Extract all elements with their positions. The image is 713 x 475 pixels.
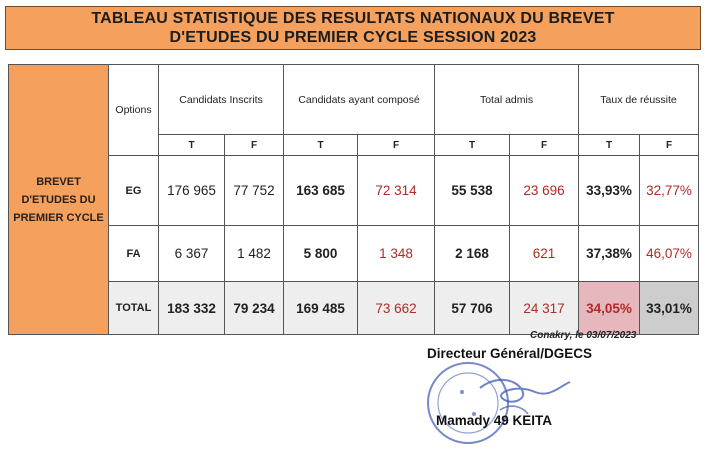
cell-inscrits-t: 6 367 <box>159 226 225 282</box>
cell-admis-t: 2 168 <box>435 226 510 282</box>
official-stamp <box>410 348 580 448</box>
cell-composes-f: 72 314 <box>358 156 435 226</box>
subheader-f: F <box>358 135 435 156</box>
header-composes: Candidats ayant composé <box>284 65 435 135</box>
cell-inscrits-t: 176 965 <box>159 156 225 226</box>
cell-composes-t: 169 485 <box>284 282 358 335</box>
cell-composes-t: 5 800 <box>284 226 358 282</box>
title-line-2: D'ETUDES DU PREMIER CYCLE SESSION 2023 <box>169 29 537 46</box>
cell-taux-f: 32,77% <box>640 156 699 226</box>
cell-inscrits-t: 183 332 <box>159 282 225 335</box>
cell-taux-t: 34,05% <box>579 282 640 335</box>
signatory-name: Mamady 49 KEITA <box>436 413 553 428</box>
subheader-f: F <box>510 135 579 156</box>
signatory-title: Directeur Général/DGECS <box>427 346 593 361</box>
subheader-t: T <box>284 135 358 156</box>
subheader-f: F <box>640 135 699 156</box>
option-fa: FA <box>109 226 159 282</box>
cell-taux-f: 46,07% <box>640 226 699 282</box>
subheader-t: T <box>159 135 225 156</box>
cell-composes-t: 163 685 <box>284 156 358 226</box>
cell-taux-t: 33,93% <box>579 156 640 226</box>
subheader-t: T <box>435 135 510 156</box>
cell-taux-f: 33,01% <box>640 282 699 335</box>
cell-admis-t: 57 706 <box>435 282 510 335</box>
cell-inscrits-f: 77 752 <box>225 156 284 226</box>
subheader-f: F <box>225 135 284 156</box>
title-line-1: TABLEAU STATISTIQUE DES RESULTATS NATIONAUX DU BREVET <box>91 10 615 27</box>
cell-admis-f: 24 317 <box>510 282 579 335</box>
place-date: Conakry, le 03/07/2023 <box>530 330 637 341</box>
cell-inscrits-f: 1 482 <box>225 226 284 282</box>
table-row-eg <box>9 156 699 226</box>
cell-admis-f: 621 <box>510 226 579 282</box>
header-inscrits: Candidats Inscrits <box>159 65 284 135</box>
option-total: TOTAL <box>109 282 159 335</box>
option-eg: EG <box>109 156 159 226</box>
header-taux: Taux de réussite <box>579 65 699 135</box>
subheader-t: T <box>579 135 640 156</box>
cell-inscrits-f: 79 234 <box>225 282 284 335</box>
results-table <box>8 64 699 335</box>
cell-admis-f: 23 696 <box>510 156 579 226</box>
options-header: Options <box>109 65 159 156</box>
title-banner <box>5 6 701 50</box>
cell-taux-t: 37,38% <box>579 226 640 282</box>
cell-composes-f: 1 348 <box>358 226 435 282</box>
exam-label: BREVET D'ETUDES DU PREMIER CYCLE <box>9 65 109 335</box>
table-row-fa <box>9 226 699 282</box>
header-admis: Total admis <box>435 65 579 135</box>
table-row-total <box>9 282 699 335</box>
cell-composes-f: 73 662 <box>358 282 435 335</box>
cell-admis-t: 55 538 <box>435 156 510 226</box>
